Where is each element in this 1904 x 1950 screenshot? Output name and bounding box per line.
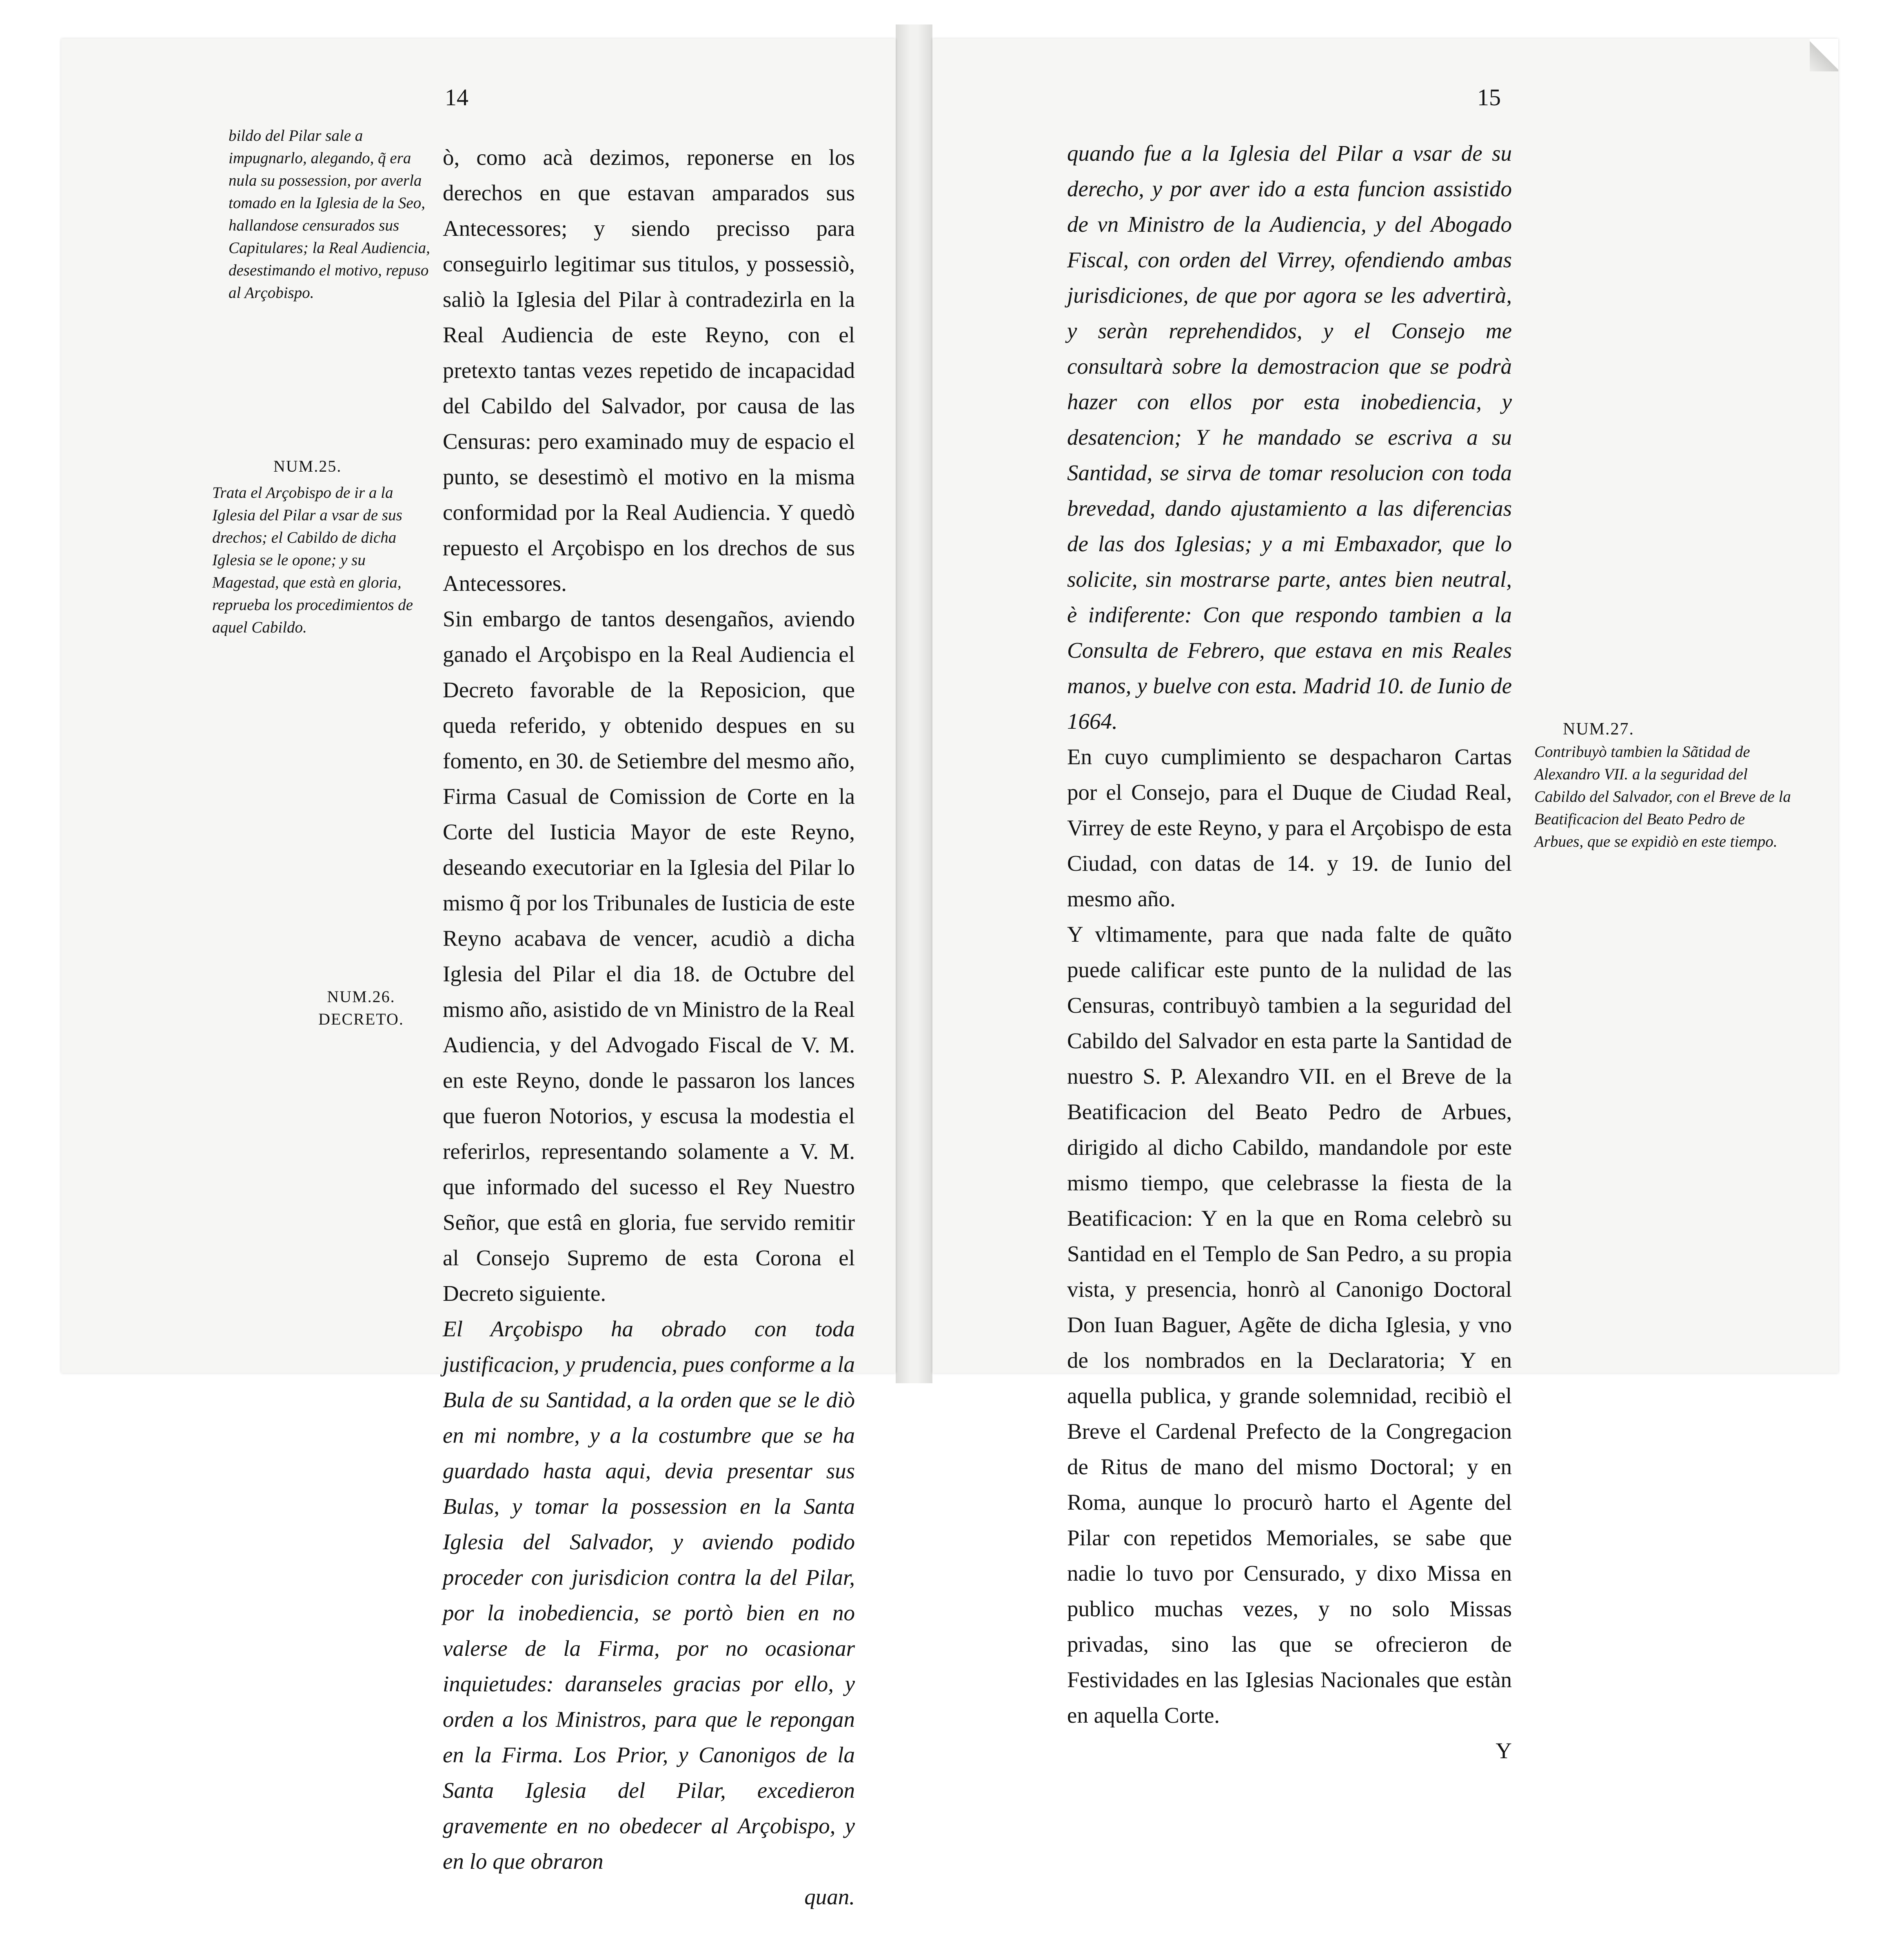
left-decree-text: El Arçobispo ha obrado con toda justificacion, y prudencia, pues conforme a la Bula de su Santidad, a la orden que se le diò en mi nombre, y a la costumbre que se ha guardado hasta aqui, devia presentar sus Bulas, y tomar la possession en la Santa Iglesia del Salvador, y aviendo podido proceder con jurisdicion contra la del Pilar, por la inobediencia, se portò bien en no valerse de la Firma, por no ocasionar inquietudes: daranseles gracias por ello, y orden a los Ministros, para que le repongan en la Firma. Los Prior, y Canonigos de la Santa Iglesia del Pilar, excedieron gravemente en no obedecer al Arçobispo, y en lo que obraron bbox=[443, 1316, 855, 1874]
margin-note-num25-heading: NUM.25. bbox=[273, 457, 342, 475]
catchword-right: Y bbox=[1496, 1738, 1512, 1763]
margin-note-num27-text: Contribuyò tambien la Sãtidad de Alexandro VII. a la seguridad del Cabildo del Salvador, con el Breve de la Beatificacion del Beato Pedro de Arbues, que se expidiò en este tiempo. bbox=[1534, 743, 1791, 850]
left-page-body bbox=[443, 104, 855, 1950]
left-page bbox=[61, 39, 896, 1909]
right-decree-text: quando fue a la Iglesia del Pilar a vsar de su derecho, y por aver ido a esta funcion assistido de vn Ministro de la Audiencia, y del Abogado Fiscal, con orden del Virrey, ofendiendo ambas jurisdiciones, de que por agora se les advertirà, y seràn reprehendidos, y el Consejo me consultarà sobre la demostracion que se podrà hazer con ellos por esta inobediencia, y desatencion; Y he mandado se escriva a su Santidad, se sirva de tomar resolucion con toda brevedad, dando ajustamiento a las diferencias de las dos Iglesias; y a mi Embaxador, que lo solicite, sin mostrarse parte, antes bien neutral, è indiferente: Con que respondo tambien a la Consulta de Febrero, que estava en mis Reales manos, y buelve con esta. Madrid 10. de Iunio de 1664. bbox=[1067, 141, 1512, 734]
margin-note-num26-heading: NUM.26. DECRETO. bbox=[318, 987, 404, 1028]
book-gutter bbox=[896, 24, 932, 1383]
page-number-right: 15 bbox=[1477, 84, 1501, 111]
catchword-left: quan. bbox=[804, 1884, 855, 1909]
left-body-text: ò, como acà dezimos, reponerse en los derechos en que estavan amparados sus Antecessores; y siendo precisso para conseguirlo legitimar sus titulos, y possessiò, saliò la Iglesia del Pilar à contradezirla en la Real Audiencia de este Reyno, con el pretexto tantas vezes repetido de incapacidad del Cabildo del Salvador, por causa de las Censuras: pero examinado muy de espacio el punto, se desestimò el motivo en la misma conformidad por la Real Audiencia. Y quedò repuesto el Arçobispo en los drechos de sus Antecessores. Sin embargo de tantos desengaños, aviendo ganado el Arçobispo en la Real Audiencia el Decreto favorable de la Reposicion, que queda referido, y obtenido despues en su fomento, en 30. de Setiembre del mesmo año, Firma Casual de Comission de Corte en la Corte del Iusticia Mayor de este Reyno, deseando executoriar en la Iglesia del Pilar lo mismo q̃ por los Tribunales de Iusticia de este Reyno acabava de vencer, acudiò a dicha Iglesia del Pilar el dia 18. de Octubre del mismo año, asistido de vn Ministro de la Real Audiencia, y del Advogado Fiscal de V. M. en este Reyno, donde le passaron los lances que fueron Notorios, y escusa la modestia el referirlos, representando solamente a V. M. que informado del sucesso el Rey Nuestro Señor, que estâ en gloria, fue servido remitir al Consejo Supremo de esta Corona el Decreto siguiente. bbox=[443, 145, 855, 1306]
right-page bbox=[932, 39, 1838, 1763]
margin-note-top-left: bildo del Pilar sale a impugnarlo, alegando, q̃ era nula su possession, por averla tomado en la Iglesia de la Seo, hallandose censurados sus Capitulares; la Real Audiencia, desestimando el motivo, repuso al Arçobispo. bbox=[229, 127, 430, 302]
page-corner-fold bbox=[1810, 39, 1838, 71]
margin-note-num25-text: Trata el Arçobispo de ir a la Iglesia del Pilar a vsar de sus drechos; el Cabildo de dicha Iglesia se le opone; y su Magestad, que està en gloria, reprueba los procedimientos de aquel Cabildo. bbox=[212, 484, 413, 636]
page-number-left: 14 bbox=[445, 84, 468, 111]
margin-note-num27-heading: NUM.27. bbox=[1563, 720, 1635, 739]
right-body-text: En cuyo cumplimiento se despacharon Cartas por el Consejo, para el Duque de Ciudad Real, Virrey de este Reyno, y para el Arçobispo de esta Ciudad, con datas de 14. y 19. de Iunio del mesmo año. Y vltimamente, para que nada falte de quãto puede calificar este punto de la nulidad de las Censuras, contribuyò tambien a la seguridad del Cabildo del Salvador en esta parte la Santidad de nuestro S. P. Alexandro VII. en el Breve de la Beatificacion del Beato Pedro de Arbues, dirigido al dicho Cabildo, mandandole por este mismo tiempo, que celebrasse la fiesta de la Beatificacion: Y en la que en Roma celebrò su Santidad en el Templo de San Pedro, a su propia vista, y presencia, honrò al Canonigo Doctoral Don Iuan Baguer, Agẽte de dicha Iglesia, y vno de los nombrados en la Declaratoria; Y en aquella publica, y grande solemnidad, recibiò el Breve el Cardenal Prefecto de la Congregacion de Ritus de mano del mismo Doctoral; y en Roma, aunque lo procurò harto el Agente del Pilar con repetidos Memoriales, se sabe que nadie lo tuvo por Censurado, y dixo Missa en publico muchas vezes, y no solo Missas privadas, sino las que se ofrecieron de Festividades en las Iglesias Nacionales que estàn en aquella Corte. bbox=[1067, 744, 1512, 1728]
right-page-body bbox=[1067, 100, 1512, 1804]
